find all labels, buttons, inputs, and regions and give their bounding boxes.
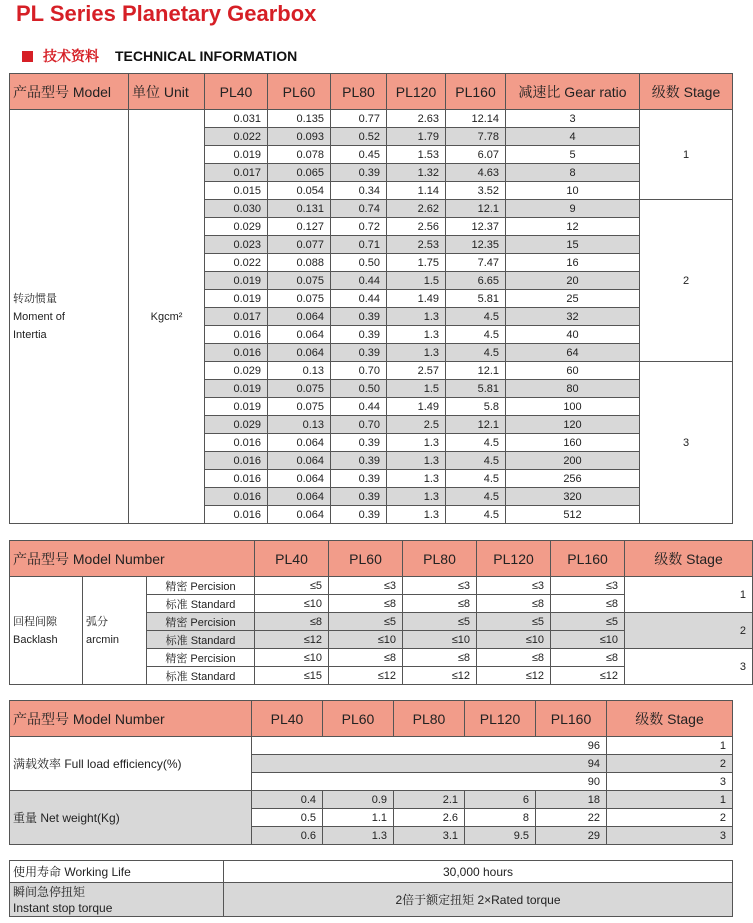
inertia-value: 0.016: [205, 506, 268, 524]
efficiency-label: 满载效率 Full load efficiency(%): [10, 737, 252, 791]
inertia-label-line: Moment of: [13, 310, 65, 323]
gear-ratio: 512: [506, 506, 640, 524]
inertia-value: 1.75: [387, 254, 446, 272]
inertia-value: 0.72: [331, 218, 387, 236]
backlash-value: ≤8: [477, 595, 551, 613]
inertia-value: 0.029: [205, 362, 268, 380]
gear-ratio: 256: [506, 470, 640, 488]
stage-value: 1: [640, 110, 733, 200]
weight-cell: 2.1: [394, 791, 465, 809]
header-pl40: PL40: [255, 541, 329, 577]
inertia-table: [9, 73, 733, 524]
weight-cell: 6: [465, 791, 536, 809]
weight-cell: 3.1: [394, 827, 465, 845]
backlash-value: ≤3: [477, 577, 551, 595]
inertia-value: 0.054: [268, 182, 331, 200]
inertia-value: 2.57: [387, 362, 446, 380]
inertia-value: 0.77: [331, 110, 387, 128]
backlash-value: ≤10: [255, 595, 329, 613]
header-pl120: PL120: [477, 541, 551, 577]
backlash-value: ≤12: [255, 631, 329, 649]
backlash-value: ≤3: [551, 577, 625, 595]
gear-ratio: 4: [506, 128, 640, 146]
inertia-value: 0.077: [268, 236, 331, 254]
inertia-value: 12.37: [446, 218, 506, 236]
inertia-value: 1.3: [387, 452, 446, 470]
gear-ratio: 40: [506, 326, 640, 344]
backlash-value: ≤10: [477, 631, 551, 649]
inertia-value: 0.075: [268, 380, 331, 398]
inertia-value: 0.39: [331, 344, 387, 362]
header-pl80: PL80: [331, 74, 387, 110]
header-pl120: PL120: [465, 701, 536, 737]
inertia-value: 1.14: [387, 182, 446, 200]
inertia-value: 0.70: [331, 362, 387, 380]
backlash-value: ≤10: [551, 631, 625, 649]
inertia-value: 0.075: [268, 272, 331, 290]
backlash-value: ≤8: [477, 649, 551, 667]
weight-cell: 9.5: [465, 827, 536, 845]
weight-stage: 2: [607, 809, 733, 827]
inertia-value: 0.74: [331, 200, 387, 218]
inertia-value: 0.39: [331, 164, 387, 182]
inertia-value: 0.45: [331, 146, 387, 164]
backlash-value: ≤10: [329, 631, 403, 649]
inertia-value: 12.1: [446, 200, 506, 218]
inertia-value: 0.064: [268, 470, 331, 488]
grade-label: 精密 Percision: [147, 613, 255, 631]
inertia-value: 0.015: [205, 182, 268, 200]
backlash-value: ≤8: [329, 649, 403, 667]
inertia-value: 0.13: [268, 416, 331, 434]
backlash-value: ≤5: [477, 613, 551, 631]
inertia-value: 4.5: [446, 506, 506, 524]
unit-kgcm2: Kgcm²: [129, 110, 205, 524]
header-pl160: PL160: [536, 701, 607, 737]
inertia-value: 0.017: [205, 308, 268, 326]
inertia-value: 0.70: [331, 416, 387, 434]
backlash-value: ≤3: [329, 577, 403, 595]
inertia-value: 0.065: [268, 164, 331, 182]
weight-cell: 0.4: [252, 791, 323, 809]
inertia-value: 0.016: [205, 488, 268, 506]
backlash-table: [9, 540, 753, 685]
inertia-value: 0.019: [205, 146, 268, 164]
inertia-label-line: 转动惯量: [13, 292, 57, 305]
inertia-value: 1.5: [387, 272, 446, 290]
inertia-value: 12.1: [446, 416, 506, 434]
inertia-value: 6.07: [446, 146, 506, 164]
inertia-value: 0.127: [268, 218, 331, 236]
gear-ratio: 8: [506, 164, 640, 182]
gear-ratio: 5: [506, 146, 640, 164]
weight-cell: 18: [536, 791, 607, 809]
inertia-value: 0.39: [331, 326, 387, 344]
section-heading-en: TECHNICAL INFORMATION: [115, 48, 298, 64]
weight-label: 重量 Net weight(Kg): [10, 791, 252, 845]
inertia-value: 0.064: [268, 506, 331, 524]
backlash-label-line: 回程间隙: [13, 615, 57, 628]
gear-ratio: 20: [506, 272, 640, 290]
backlash-label: [10, 577, 83, 685]
inertia-value: 0.064: [268, 434, 331, 452]
inertia-value: 4.5: [446, 488, 506, 506]
inertia-value: 1.79: [387, 128, 446, 146]
backlash-value: ≤12: [551, 667, 625, 685]
inertia-value: 0.71: [331, 236, 387, 254]
backlash-value: ≤8: [255, 613, 329, 631]
inertia-value: 1.49: [387, 290, 446, 308]
inertia-value: 0.52: [331, 128, 387, 146]
inertia-value: 0.064: [268, 488, 331, 506]
inertia-value: 0.016: [205, 470, 268, 488]
gear-ratio: 320: [506, 488, 640, 506]
inertia-value: 0.016: [205, 344, 268, 362]
grade-label: 标准 Standard: [147, 631, 255, 649]
efficiency-stage: 1: [607, 737, 733, 755]
gear-ratio: 100: [506, 398, 640, 416]
backlash-value: ≤12: [329, 667, 403, 685]
inertia-value: 1.32: [387, 164, 446, 182]
inertia-value: 0.029: [205, 416, 268, 434]
header-pl60: PL60: [329, 541, 403, 577]
grade-label: 标准 Standard: [147, 667, 255, 685]
backlash-value: ≤5: [551, 613, 625, 631]
gear-ratio: 32: [506, 308, 640, 326]
section-heading-cn: 技术资料: [43, 48, 99, 64]
weight-cell: 1.1: [323, 809, 394, 827]
inertia-value: 1.49: [387, 398, 446, 416]
grade-label: 精密 Percision: [147, 649, 255, 667]
inertia-value: 1.3: [387, 326, 446, 344]
weight-cell: 22: [536, 809, 607, 827]
weight-cell: 8: [465, 809, 536, 827]
efficiency-stage: 2: [607, 755, 733, 773]
inertia-value: 2.63: [387, 110, 446, 128]
inertia-value: 12.1: [446, 362, 506, 380]
weight-cell: 2.6: [394, 809, 465, 827]
inertia-value: 7.78: [446, 128, 506, 146]
inertia-value: 2.56: [387, 218, 446, 236]
weight-cell: 0.5: [252, 809, 323, 827]
inertia-value: 0.093: [268, 128, 331, 146]
header-pl160: PL160: [551, 541, 625, 577]
gear-ratio: 9: [506, 200, 640, 218]
grade-label: 标准 Standard: [147, 595, 255, 613]
inertia-value: 0.088: [268, 254, 331, 272]
inertia-value: 4.5: [446, 308, 506, 326]
inertia-value: 2.5: [387, 416, 446, 434]
inertia-value: 0.39: [331, 488, 387, 506]
inertia-value: 0.131: [268, 200, 331, 218]
inertia-value: 12.14: [446, 110, 506, 128]
working-life-value: 30,000 hours: [224, 861, 733, 883]
inertia-value: 1.3: [387, 434, 446, 452]
gear-ratio: 3: [506, 110, 640, 128]
inertia-value: 0.019: [205, 380, 268, 398]
inertia-value: 0.075: [268, 290, 331, 308]
inertia-value: 0.44: [331, 272, 387, 290]
header-model-number: 产品型号 Model Number: [10, 701, 252, 737]
inertia-value: 0.022: [205, 254, 268, 272]
inertia-value: 4.63: [446, 164, 506, 182]
header-model-number: 产品型号 Model Number: [10, 541, 255, 577]
inertia-value: 1.3: [387, 506, 446, 524]
efficiency-weight-table: [9, 700, 733, 845]
gear-ratio: 160: [506, 434, 640, 452]
header-pl60: PL60: [268, 74, 331, 110]
header-pl120: PL120: [387, 74, 446, 110]
weight-stage: 3: [607, 827, 733, 845]
backlash-value: ≤5: [255, 577, 329, 595]
inertia-value: 4.5: [446, 326, 506, 344]
section-heading: [22, 46, 297, 66]
inertia-value: 6.65: [446, 272, 506, 290]
inertia-value: 4.5: [446, 344, 506, 362]
inertia-value: 5.81: [446, 290, 506, 308]
grade-label: 精密 Percision: [147, 577, 255, 595]
gear-ratio: 80: [506, 380, 640, 398]
header-model: 产品型号 Model: [10, 74, 129, 110]
stage-value: 3: [625, 649, 753, 685]
backlash-value: ≤10: [403, 631, 477, 649]
inertia-value: 0.39: [331, 452, 387, 470]
inertia-value: 0.016: [205, 326, 268, 344]
red-square-icon: [22, 51, 33, 62]
gear-ratio: 64: [506, 344, 640, 362]
arcmin-label-line: 弧分: [86, 615, 108, 628]
header-pl80: PL80: [403, 541, 477, 577]
header-pl40: PL40: [205, 74, 268, 110]
header-pl40: PL40: [252, 701, 323, 737]
inertia-value: 0.39: [331, 506, 387, 524]
gear-ratio: 60: [506, 362, 640, 380]
inertia-value: 0.016: [205, 452, 268, 470]
working-life-label: 使用寿命 Working Life: [10, 861, 224, 883]
inertia-value: 0.13: [268, 362, 331, 380]
inertia-value: 0.135: [268, 110, 331, 128]
efficiency-value: 96: [252, 737, 607, 755]
backlash-value: ≤8: [403, 595, 477, 613]
inertia-value: 1.3: [387, 488, 446, 506]
backlash-value: ≤8: [551, 595, 625, 613]
inertia-value: 5.81: [446, 380, 506, 398]
inertia-value: 4.5: [446, 452, 506, 470]
header-stage: 级数 Stage: [625, 541, 753, 577]
backlash-label-line: Backlash: [13, 633, 58, 646]
inertia-value: 0.016: [205, 434, 268, 452]
gear-ratio: 15: [506, 236, 640, 254]
moment-of-inertia-label: [10, 110, 129, 524]
backlash-value: ≤8: [551, 649, 625, 667]
inertia-value: 0.50: [331, 380, 387, 398]
header-pl60: PL60: [323, 701, 394, 737]
inertia-value: 0.064: [268, 308, 331, 326]
inertia-value: 5.8: [446, 398, 506, 416]
inertia-value: 1.3: [387, 344, 446, 362]
header-pl160: PL160: [446, 74, 506, 110]
inertia-value: 0.44: [331, 398, 387, 416]
stage-value: 2: [625, 613, 753, 649]
inertia-value: 12.35: [446, 236, 506, 254]
inertia-value: 3.52: [446, 182, 506, 200]
efficiency-value: 94: [252, 755, 607, 773]
stage-value: 2: [640, 200, 733, 362]
stop-torque-label-en: Instant stop torque: [13, 900, 113, 915]
gear-ratio: 16: [506, 254, 640, 272]
stage-value: 3: [640, 362, 733, 524]
page-title: PL Series Planetary Gearbox: [16, 1, 317, 26]
backlash-value: ≤15: [255, 667, 329, 685]
gear-ratio: 12: [506, 218, 640, 236]
stop-torque-label-cn: 瞬间急停扭矩: [13, 884, 86, 899]
header-stage: 级数 Stage: [607, 701, 733, 737]
header-gear-ratio: 减速比 Gear ratio: [506, 74, 640, 110]
inertia-label-line: Intertia: [13, 328, 47, 341]
gear-ratio: 25: [506, 290, 640, 308]
inertia-value: 0.34: [331, 182, 387, 200]
backlash-value: ≤3: [403, 577, 477, 595]
inertia-value: 1.5: [387, 380, 446, 398]
backlash-value: ≤12: [403, 667, 477, 685]
weight-cell: 29: [536, 827, 607, 845]
inertia-value: 0.023: [205, 236, 268, 254]
efficiency-value: 90: [252, 773, 607, 791]
backlash-value: ≤8: [403, 649, 477, 667]
life-torque-table: [9, 860, 733, 917]
inertia-value: 0.44: [331, 290, 387, 308]
inertia-value: 0.064: [268, 326, 331, 344]
header-unit: 单位 Unit: [129, 74, 205, 110]
stop-torque-label: [10, 883, 224, 917]
inertia-value: 0.030: [205, 200, 268, 218]
inertia-value: 0.022: [205, 128, 268, 146]
inertia-value: 1.53: [387, 146, 446, 164]
weight-cell: 1.3: [323, 827, 394, 845]
inertia-value: 0.031: [205, 110, 268, 128]
weight-stage: 1: [607, 791, 733, 809]
inertia-value: 1.3: [387, 308, 446, 326]
inertia-value: 0.019: [205, 398, 268, 416]
inertia-value: 0.019: [205, 272, 268, 290]
stage-value: 1: [625, 577, 753, 613]
inertia-value: 4.5: [446, 434, 506, 452]
arcmin-label-line: arcmin: [86, 633, 120, 646]
backlash-value: ≤10: [255, 649, 329, 667]
backlash-value: ≤5: [403, 613, 477, 631]
inertia-value: 0.019: [205, 290, 268, 308]
inertia-value: 0.075: [268, 398, 331, 416]
gear-ratio: 120: [506, 416, 640, 434]
inertia-value: 1.3: [387, 470, 446, 488]
weight-cell: 0.9: [323, 791, 394, 809]
inertia-value: 2.62: [387, 200, 446, 218]
inertia-value: 7.47: [446, 254, 506, 272]
inertia-value: 2.53: [387, 236, 446, 254]
backlash-value: ≤5: [329, 613, 403, 631]
stop-torque-value: 2倍于额定扭矩 2×Rated torque: [224, 883, 733, 917]
gear-ratio: 200: [506, 452, 640, 470]
header-stage: 级数 Stage: [640, 74, 733, 110]
inertia-value: 0.50: [331, 254, 387, 272]
inertia-value: 0.39: [331, 308, 387, 326]
inertia-value: 0.029: [205, 218, 268, 236]
efficiency-stage: 3: [607, 773, 733, 791]
inertia-value: 0.064: [268, 344, 331, 362]
inertia-value: 0.39: [331, 434, 387, 452]
header-pl80: PL80: [394, 701, 465, 737]
gear-ratio: 10: [506, 182, 640, 200]
inertia-value: 0.39: [331, 470, 387, 488]
inertia-value: 0.017: [205, 164, 268, 182]
inertia-value: 0.078: [268, 146, 331, 164]
inertia-value: 4.5: [446, 470, 506, 488]
inertia-value: 0.064: [268, 452, 331, 470]
backlash-value: ≤8: [329, 595, 403, 613]
backlash-value: ≤12: [477, 667, 551, 685]
weight-cell: 0.6: [252, 827, 323, 845]
unit-arcmin: [83, 577, 147, 685]
